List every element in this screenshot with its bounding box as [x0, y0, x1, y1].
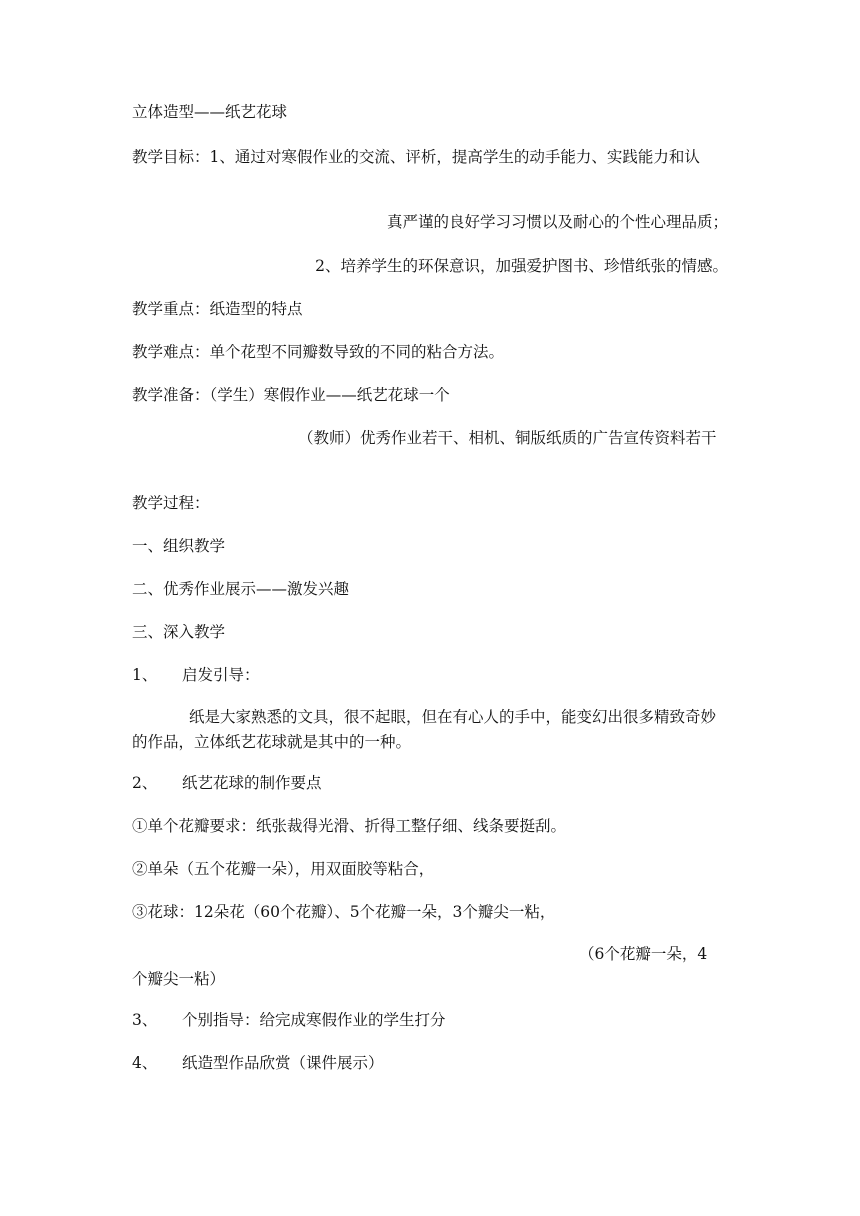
item-number: 4、 [132, 1054, 158, 1072]
process-step-2: 二、优秀作业展示——激发兴趣 [132, 580, 350, 598]
intro-paragraph: 纸是大家熟悉的文具，很不起眼，但在有心人的手中，能变幻出很多精致奇妙的作品，立体纸艺花球就是其中的一种。 [132, 708, 717, 751]
item-text: 启发引导： [182, 666, 260, 684]
teaching-focus: 教学重点：纸造型的特点 [132, 300, 303, 318]
teaching-goal-label: 教学目标： [132, 148, 210, 166]
teaching-prep-teacher: （教师）优秀作业若干、相机、铜版纸质的广告宣传资料若干 [298, 429, 717, 447]
key-point-1: ①单个花瓣要求：纸张裁得光滑、折得工整仔细、线条要挺刮。 [132, 817, 567, 835]
process-heading: 教学过程： [132, 494, 210, 512]
process-item-4 [132, 1053, 728, 1073]
key-point-3: ③花球：12朵花（60个花瓣）、5个花瓣一朵，3个瓣尖一粘， [132, 903, 556, 921]
process-step-3: 三、深入教学 [132, 623, 226, 641]
item-number: 2、 [132, 774, 158, 792]
item-number: 3、 [132, 1011, 158, 1029]
item-text: 纸艺花球的制作要点 [182, 774, 322, 792]
item-number: 1、 [132, 666, 158, 684]
process-item-1 [132, 665, 728, 685]
teaching-goal-1-cont: 真严谨的良好学习习惯以及耐心的个性心理品质； [386, 213, 728, 231]
process-item-2 [132, 773, 728, 793]
teaching-goal-2: 2、培养学生的环保意识，加强爱护图书、珍惜纸张的情感。 [315, 257, 728, 275]
item-text: 个别指导：给完成寒假作业的学生打分 [182, 1011, 446, 1029]
item-text: 纸造型作品欣赏（课件展示） [182, 1054, 384, 1072]
document-title: 立体造型——纸艺花球 [132, 103, 288, 121]
teaching-goal [132, 145, 728, 170]
key-point-2: ②单朵（五个花瓣一朵），用双面胶等粘合， [132, 860, 435, 878]
teaching-goal-1: 1、通过对寒假作业的交流、评析，提高学生的动手能力、实践能力和认 [209, 148, 700, 166]
teaching-prep-student: 教学准备：（学生）寒假作业——纸艺花球一个 [132, 386, 450, 404]
process-step-1: 一、组织教学 [132, 537, 226, 555]
teaching-difficulty: 教学难点：单个花型不同瓣数导致的不同的粘合方法。 [132, 343, 505, 361]
key-point-3-note: （6个花瓣一朵，4个瓣尖一粘） [132, 945, 708, 988]
process-item-3 [132, 1010, 728, 1030]
